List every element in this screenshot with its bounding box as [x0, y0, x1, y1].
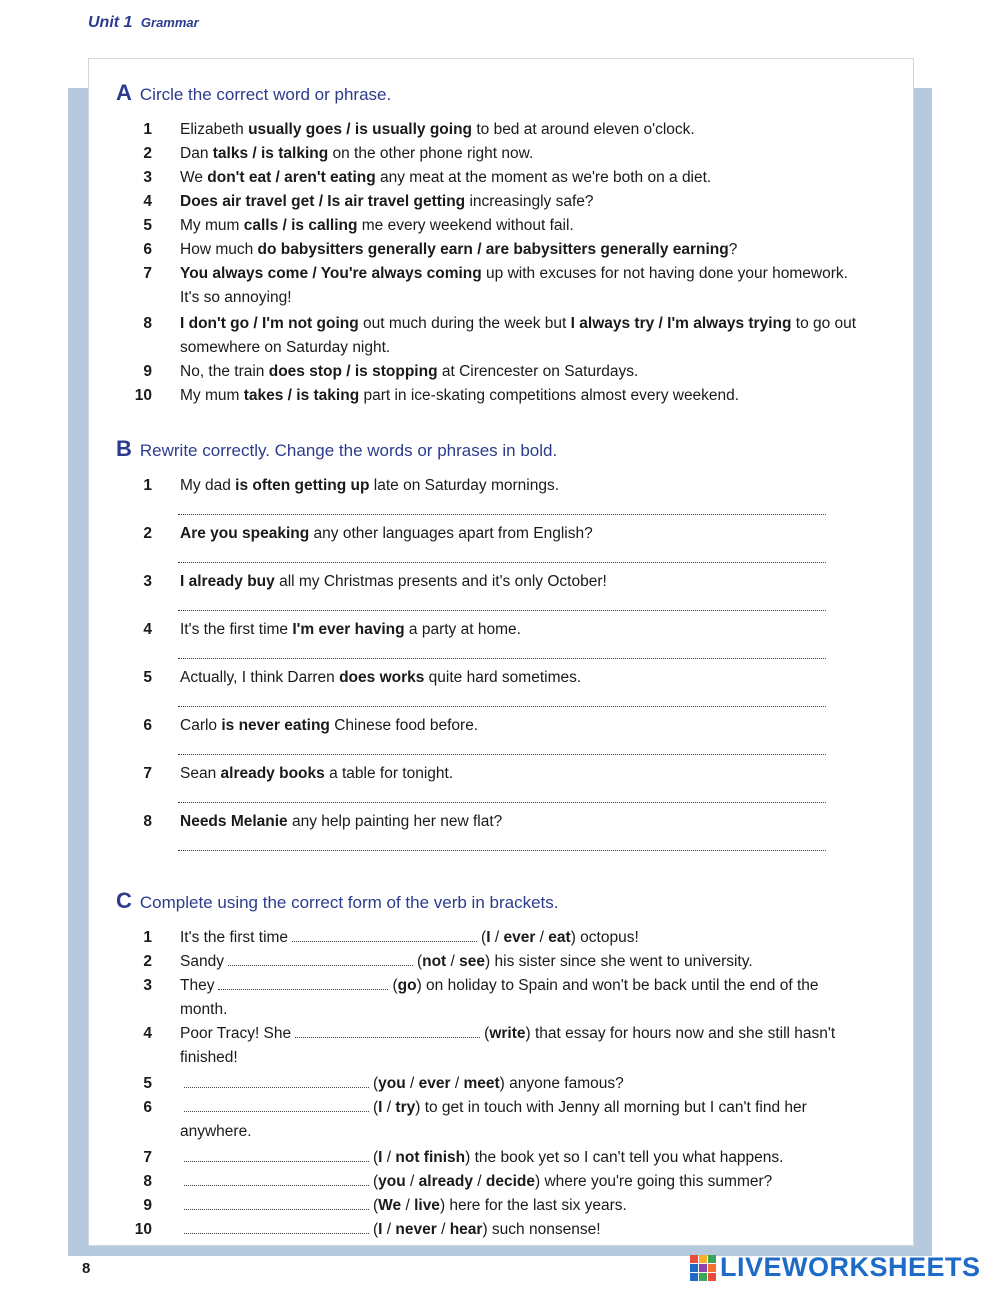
text-segment: We — [180, 169, 208, 186]
text-segment: / — [450, 1075, 464, 1092]
bold-phrase: does stop / is stopping — [268, 363, 438, 380]
answer-blank[interactable] — [184, 1149, 369, 1162]
bold-phrase: never — [395, 1221, 437, 1238]
text-segment: / — [535, 929, 549, 946]
item-number: 4 — [143, 1025, 152, 1042]
item-text — [180, 810, 858, 834]
item-number: 1 — [143, 477, 152, 494]
text-segment: Carlo — [180, 717, 222, 734]
answer-blank[interactable] — [218, 977, 388, 990]
exercise-item — [118, 238, 858, 262]
item-text — [180, 1170, 858, 1194]
text-segment: ( — [481, 929, 487, 946]
bold-phrase: already books — [220, 765, 325, 782]
text-segment: ) his sister since she went to university. — [485, 953, 753, 970]
text-segment: ) anyone famous? — [499, 1075, 624, 1092]
section-b-letter: B — [116, 436, 132, 461]
liveworksheets-logo-icon — [690, 1255, 716, 1281]
text-segment: My mum — [180, 217, 244, 234]
item-number: 9 — [143, 1197, 152, 1214]
item-text — [180, 926, 858, 950]
exercise-item — [118, 950, 858, 974]
item-text — [180, 762, 858, 786]
section-c-heading — [116, 888, 558, 914]
item-number: 3 — [143, 573, 152, 590]
text-segment: to go out somewhere on Saturday night. — [180, 315, 857, 356]
text-segment: How much — [180, 241, 258, 258]
bold-phrase: I don't go / I'm not going — [180, 315, 359, 332]
text-segment: It's the first time — [180, 929, 289, 946]
bold-phrase: already — [418, 1173, 473, 1190]
item-number: 7 — [143, 265, 152, 282]
item-text — [180, 190, 858, 214]
answer-blank[interactable] — [184, 1221, 369, 1234]
exercise-item — [118, 166, 858, 190]
text-segment: ( — [484, 1025, 490, 1042]
text-segment: a table for tonight. — [324, 765, 454, 782]
text-segment: / — [401, 1197, 415, 1214]
text-segment: Sean — [180, 765, 221, 782]
text-segment: / — [436, 1221, 450, 1238]
item-number: 3 — [143, 169, 152, 186]
item-number: 5 — [143, 1075, 152, 1092]
exercise-item — [118, 1218, 858, 1242]
item-number: 8 — [143, 813, 152, 830]
answer-line[interactable] — [178, 658, 826, 659]
exercise-item — [118, 1194, 858, 1218]
bold-phrase: you — [378, 1173, 406, 1190]
item-text — [180, 1096, 858, 1144]
text-segment: Sandy — [180, 953, 224, 970]
exercise-item — [118, 1096, 858, 1144]
text-segment: any other languages apart from English? — [309, 525, 593, 542]
page-number: 8 — [82, 1260, 91, 1277]
text-segment: / — [446, 953, 460, 970]
exercise-item — [118, 142, 858, 166]
answer-line[interactable] — [178, 850, 826, 851]
logo-square — [699, 1273, 707, 1281]
item-number: 6 — [143, 1099, 152, 1116]
bold-phrase: talks / is talking — [212, 145, 329, 162]
text-segment: ) octopus! — [570, 929, 639, 946]
section-c-letter: C — [116, 888, 132, 913]
bold-phrase: decide — [485, 1173, 535, 1190]
exercise-item — [118, 762, 858, 786]
exercise-item — [118, 1146, 858, 1170]
text-segment: / — [382, 1221, 396, 1238]
bold-phrase: does works — [339, 669, 425, 686]
logo-square — [690, 1255, 698, 1263]
text-segment: It's the first time — [180, 621, 293, 638]
text-segment: Actually, I think Darren — [180, 669, 340, 686]
item-text — [180, 312, 858, 360]
exercise-item — [118, 312, 858, 360]
section-c-instruction: Complete using the correct form of the verb in brackets. — [139, 893, 559, 912]
exercise-item — [118, 618, 858, 642]
text-segment: ( — [373, 1075, 379, 1092]
answer-line[interactable] — [178, 802, 826, 803]
logo-square — [690, 1273, 698, 1281]
answer-blank[interactable] — [295, 1025, 480, 1038]
item-text — [180, 142, 858, 166]
text-segment: ) on holiday to Spain and won't be back until the end of the month. — [180, 977, 819, 1018]
bold-phrase: live — [414, 1197, 440, 1214]
bold-phrase: You always come / You're always coming — [180, 265, 482, 282]
bold-phrase: I'm ever having — [292, 621, 405, 638]
exercise-item — [118, 810, 858, 834]
item-number: 4 — [143, 193, 152, 210]
text-segment: out much during the week but — [358, 315, 571, 332]
bold-phrase: We — [378, 1197, 402, 1214]
text-segment: ( — [373, 1149, 379, 1166]
text-segment: any meat at the moment as we're both on a diet. — [375, 169, 712, 186]
text-segment: ( — [373, 1099, 379, 1116]
item-number: 5 — [143, 217, 152, 234]
text-segment: on the other phone right now. — [328, 145, 534, 162]
item-text — [180, 474, 858, 498]
item-text — [180, 714, 858, 738]
bold-phrase: usually goes / is usually going — [248, 121, 473, 138]
item-text — [180, 618, 858, 642]
bold-phrase: eat — [548, 929, 571, 946]
item-number: 7 — [143, 765, 152, 782]
bold-phrase: ever — [418, 1075, 451, 1092]
text-segment: Elizabeth — [180, 121, 249, 138]
text-segment: to bed at around eleven o'clock. — [472, 121, 695, 138]
item-number: 9 — [143, 363, 152, 380]
bold-phrase: takes / is taking — [243, 387, 360, 404]
text-segment: ) where you're going this summer? — [534, 1173, 773, 1190]
exercise-item — [118, 666, 858, 690]
text-segment: ( — [373, 1221, 379, 1238]
section-label: Grammar — [140, 15, 199, 30]
text-segment: / — [490, 929, 504, 946]
section-a-instruction: Circle the correct word or phrase. — [139, 85, 392, 104]
item-number: 2 — [143, 145, 152, 162]
bold-phrase: go — [397, 977, 417, 994]
item-text — [180, 1218, 858, 1242]
answer-line[interactable] — [178, 610, 826, 611]
item-text — [180, 950, 858, 974]
text-segment: Dan — [180, 145, 213, 162]
unit-label: Unit 1 — [88, 14, 133, 31]
logo-square — [699, 1264, 707, 1272]
text-segment: any help painting her new flat? — [287, 813, 503, 830]
text-segment: increasingly safe? — [465, 193, 594, 210]
text-segment: Chinese food before. — [329, 717, 479, 734]
item-text — [180, 974, 858, 1022]
exercise-item — [118, 384, 858, 408]
text-segment: ( — [373, 1197, 379, 1214]
text-segment: a party at home. — [404, 621, 521, 638]
page-header — [88, 14, 199, 32]
text-segment: ) such nonsense! — [482, 1221, 601, 1238]
item-text — [180, 384, 858, 408]
item-number: 5 — [143, 669, 152, 686]
bold-phrase: calls / is calling — [243, 217, 358, 234]
text-segment: My mum — [180, 387, 244, 404]
text-segment: all my Christmas presents and it's only October! — [274, 573, 607, 590]
item-number: 10 — [134, 1221, 152, 1238]
bold-phrase: hear — [449, 1221, 483, 1238]
bold-phrase: is never eating — [221, 717, 330, 734]
answer-line[interactable] — [178, 706, 826, 707]
text-segment: part in ice-skating competitions almost every weekend. — [359, 387, 740, 404]
text-segment: They — [180, 977, 215, 994]
text-segment: ( — [392, 977, 398, 994]
bold-phrase: Does air travel get / Is air travel getting — [180, 193, 466, 210]
bold-phrase: ever — [503, 929, 536, 946]
text-segment: ? — [728, 241, 738, 258]
bold-phrase: Are you speaking — [180, 525, 310, 542]
exercise-item — [118, 1170, 858, 1194]
text-segment: at Cirencester on Saturdays. — [437, 363, 639, 380]
item-number: 4 — [143, 621, 152, 638]
answer-blank[interactable] — [184, 1173, 369, 1186]
bold-phrase: I already buy — [180, 573, 275, 590]
logo-square — [708, 1255, 716, 1263]
item-text — [180, 360, 858, 384]
text-segment: / — [382, 1149, 396, 1166]
exercise-item — [118, 522, 858, 546]
text-segment: late on Saturday mornings. — [369, 477, 560, 494]
exercise-item — [118, 190, 858, 214]
item-number: 2 — [143, 953, 152, 970]
text-segment: My dad — [180, 477, 236, 494]
item-text — [180, 214, 858, 238]
bold-phrase: see — [459, 953, 486, 970]
bold-phrase: I — [378, 1149, 383, 1166]
answer-line[interactable] — [178, 754, 826, 755]
item-number: 6 — [143, 241, 152, 258]
item-text — [180, 570, 858, 594]
answer-line[interactable] — [178, 514, 826, 515]
answer-blank[interactable] — [184, 1075, 369, 1088]
text-segment: / — [405, 1173, 419, 1190]
exercise-item — [118, 1022, 858, 1070]
answer-line[interactable] — [178, 562, 826, 563]
text-segment: ) the book yet so I can't tell you what happens. — [465, 1149, 784, 1166]
item-number: 1 — [143, 121, 152, 138]
section-b-instruction: Rewrite correctly. Change the words or phrases in bold. — [139, 441, 558, 460]
answer-blank[interactable] — [184, 1099, 369, 1112]
liveworksheets-logo-text: LIVEWORKSHEETS — [720, 1252, 981, 1282]
text-segment: / — [472, 1173, 486, 1190]
logo-square — [690, 1264, 698, 1272]
item-number: 3 — [143, 977, 152, 994]
bold-phrase: I — [378, 1221, 383, 1238]
item-text — [180, 238, 858, 262]
text-segment: / — [382, 1099, 396, 1116]
text-segment: up with excuses for not having done your homework. It's so annoying! — [180, 265, 848, 306]
bold-phrase: I — [378, 1099, 383, 1116]
item-number: 10 — [134, 387, 152, 404]
item-text — [180, 1146, 858, 1170]
section-b-heading — [116, 436, 557, 462]
bold-phrase: try — [395, 1099, 416, 1116]
exercise-item — [118, 570, 858, 594]
exercise-item — [118, 1072, 858, 1096]
answer-blank[interactable] — [292, 929, 477, 942]
exercise-item — [118, 118, 858, 142]
bold-phrase: I — [486, 929, 491, 946]
exercise-item — [118, 262, 858, 310]
answer-blank[interactable] — [228, 953, 413, 966]
text-segment: ( — [416, 953, 423, 970]
logo-square — [699, 1255, 707, 1263]
exercise-item — [118, 926, 858, 950]
item-text — [180, 1194, 858, 1218]
text-segment: ) that essay for hours now and she still hasn't finished! — [180, 1025, 836, 1066]
section-a-heading — [116, 80, 391, 106]
exercise-item — [118, 474, 858, 498]
text-segment: No, the train — [180, 363, 269, 380]
bold-phrase: do babysitters generally earn / are babysitters generally earning — [257, 241, 729, 258]
bold-phrase: meet — [463, 1075, 500, 1092]
text-segment: / — [405, 1075, 419, 1092]
logo-square — [708, 1273, 716, 1281]
text-segment: ) here for the last six years. — [439, 1197, 627, 1214]
text-segment: quite hard sometimes. — [424, 669, 582, 686]
logo-square — [708, 1264, 716, 1272]
text-segment: ) to get in touch with Jenny all morning but I can't find her anywhere. — [180, 1099, 807, 1140]
text-segment: ( — [373, 1173, 379, 1190]
text-segment: me every weekend without fail. — [357, 217, 574, 234]
exercise-item — [118, 360, 858, 384]
item-number: 8 — [143, 315, 152, 332]
item-number: 1 — [143, 929, 152, 946]
bold-phrase: write — [489, 1025, 526, 1042]
bold-phrase: I always try / I'm always trying — [570, 315, 792, 332]
exercise-item — [118, 214, 858, 238]
exercise-item — [118, 714, 858, 738]
text-segment: Poor Tracy! She — [180, 1025, 292, 1042]
bold-phrase: is often getting up — [235, 477, 370, 494]
item-number: 6 — [143, 717, 152, 734]
item-text — [180, 1072, 858, 1096]
item-number: 8 — [143, 1173, 152, 1190]
liveworksheets-logo — [690, 1252, 981, 1283]
item-number: 7 — [143, 1149, 152, 1166]
item-text — [180, 1022, 858, 1070]
section-a-letter: A — [116, 80, 132, 105]
bold-phrase: don't eat / aren't eating — [207, 169, 376, 186]
item-number: 2 — [143, 525, 152, 542]
item-text — [180, 522, 858, 546]
bold-phrase: not — [422, 953, 447, 970]
item-text — [180, 666, 858, 690]
bold-phrase: you — [378, 1075, 406, 1092]
exercise-item — [118, 974, 858, 1022]
item-text — [180, 166, 858, 190]
bold-phrase: Needs Melanie — [180, 813, 288, 830]
item-text — [180, 262, 858, 310]
answer-blank[interactable] — [184, 1197, 369, 1210]
bold-phrase: not finish — [395, 1149, 466, 1166]
item-text — [180, 118, 858, 142]
